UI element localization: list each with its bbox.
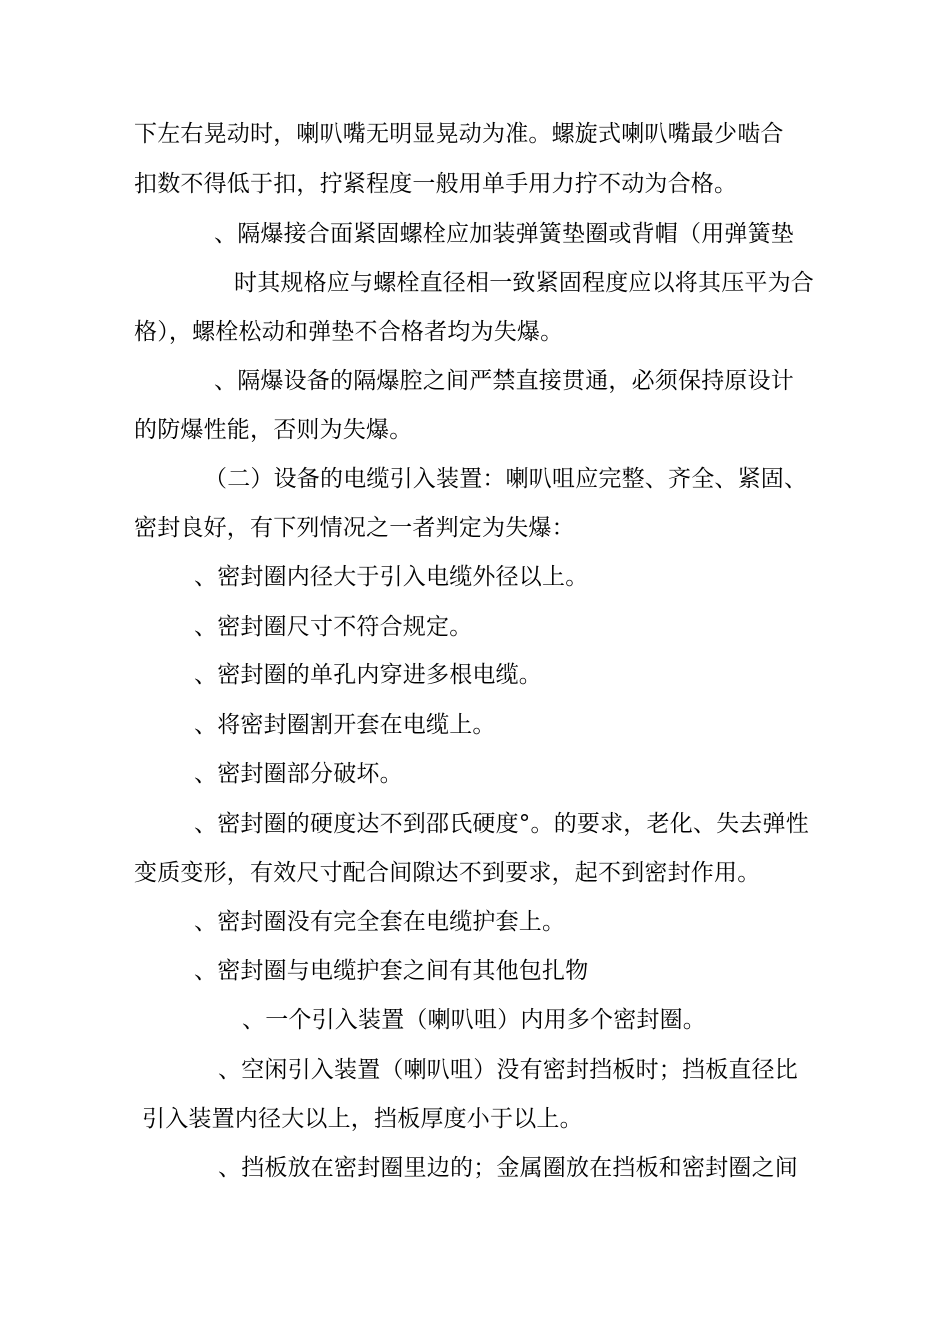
text-line: 、隔爆设备的隔爆腔之间严禁直接贯通，必须保持原设计 [214, 368, 794, 394]
text-line: 扣数不得低于扣，拧紧程度一般用单手用力拧不动为合格。 [134, 171, 738, 197]
text-line: 密封良好，有下列情况之一者判定为失爆： [134, 515, 575, 541]
text-line: 、密封圈的硬度达不到邵氏硬度°。的要求，老化、失去弹性 [194, 811, 809, 837]
text-line: 、密封圈尺寸不符合规定。 [194, 614, 473, 640]
text-line: 格），螺栓松动和弹垫不合格者均为失爆。 [134, 319, 564, 345]
text-line: 时其规格应与螺栓直径相一致紧固程度应以将其压平为合 [234, 270, 814, 296]
text-line: 、挡板放在密封圈里边的；金属圈放在挡板和密封圈之间 [218, 1155, 798, 1181]
text-line: 、密封圈与电缆护套之间有其他包扎物 [194, 958, 589, 984]
text-line: 、密封圈的单孔内穿进多根电缆。 [194, 662, 542, 688]
text-line: 下左右晃动时，喇叭嘴无明显晃动为准。螺旋式喇叭嘴最少啮合 [134, 121, 784, 147]
text-line: 、密封圈内径大于引入电缆外径以上。 [194, 564, 589, 590]
text-line: 的防爆性能，否则为失爆。 [134, 417, 413, 443]
text-line: 、一个引入装置（喇叭咀）内用多个密封圈。 [242, 1007, 706, 1033]
text-line: 变质变形，有效尺寸配合间隙达不到要求，起不到密封作用。 [134, 860, 761, 886]
text-line: 、密封圈没有完全套在电缆护套上。 [194, 909, 566, 935]
text-line: 、空闲引入装置（喇叭咀）没有密封挡板时；挡板直径比 [218, 1057, 798, 1083]
text-line: 引入装置内径大以上，挡板厚度小于以上。 [142, 1106, 583, 1132]
text-line: 、将密封圈割开套在电缆上。 [194, 712, 496, 738]
text-line: （二）设备的电缆引入装置：喇叭咀应完整、齐全、紧固、 [204, 466, 808, 492]
text-line: 、密封圈部分破坏。 [194, 761, 403, 787]
text-line: 、隔爆接合面紧固螺栓应加装弹簧垫圈或背帽（用弹簧垫 [214, 221, 794, 247]
